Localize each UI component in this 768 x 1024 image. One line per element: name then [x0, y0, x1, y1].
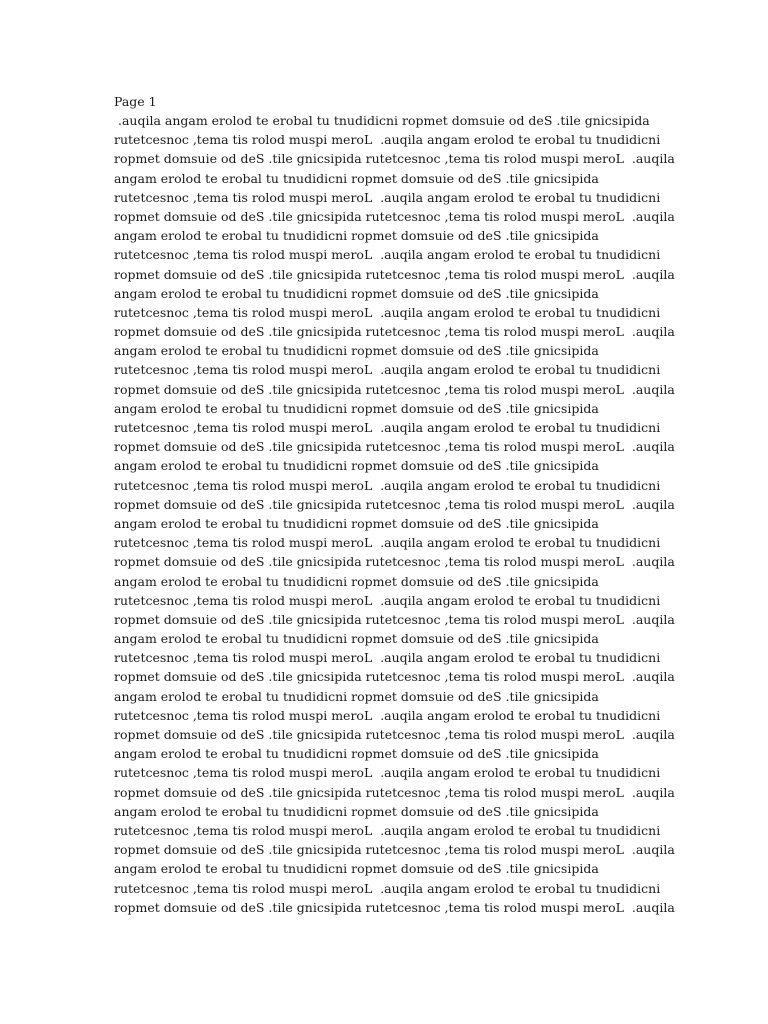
text-line: rutetcesnoc ,tema tis rolod muspi meroL .auqila angam erolod te erobal tu tnudidicni — [114, 247, 661, 263]
text-line: ropmet domsuie od deS .tile gnicsipida rutetcesnoc ,tema tis rolod muspi meroL .auqila — [114, 611, 675, 627]
text-line: ropmet domsuie od deS .tile gnicsipida rutetcesnoc ,tema tis rolod muspi meroL .auqila — [114, 842, 675, 858]
text-line: ropmet domsuie od deS .tile gnicsipida rutetcesnoc ,tema tis rolod muspi meroL .auqila — [114, 208, 675, 224]
text-line: angam erolod te erobal tu tnudidicni ropmet domsuie od deS .tile gnicsipida — [114, 170, 599, 186]
text-line: ropmet domsuie od deS .tile gnicsipida rutetcesnoc ,tema tis rolod muspi meroL .auqila — [114, 496, 675, 512]
text-line: ropmet domsuie od deS .tile gnicsipida rutetcesnoc ,tema tis rolod muspi meroL .auqila — [114, 439, 675, 455]
text-line: rutetcesnoc ,tema tis rolod muspi meroL .auqila angam erolod te erobal tu tnudidicni — [114, 304, 661, 320]
text-line: rutetcesnoc ,tema tis rolod muspi meroL .auqila angam erolod te erobal tu tnudidicni — [114, 477, 661, 493]
page-label: Page 1 — [114, 94, 157, 109]
text-line: rutetcesnoc ,tema tis rolod muspi meroL .auqila angam erolod te erobal tu tnudidicni — [114, 362, 661, 378]
body-text — [114, 111, 675, 917]
text-line: ropmet domsuie od deS .tile gnicsipida rutetcesnoc ,tema tis rolod muspi meroL .auqila — [114, 266, 675, 282]
text-line: angam erolod te erobal tu tnudidicni ropmet domsuie od deS .tile gnicsipida — [114, 228, 599, 244]
text-line: angam erolod te erobal tu tnudidicni ropmet domsuie od deS .tile gnicsipida — [114, 688, 599, 704]
text-line: ropmet domsuie od deS .tile gnicsipida rutetcesnoc ,tema tis rolod muspi meroL .auqila — [114, 899, 675, 915]
text-line: angam erolod te erobal tu tnudidicni ropmet domsuie od deS .tile gnicsipida — [114, 746, 599, 762]
text-line: ropmet domsuie od deS .tile gnicsipida rutetcesnoc ,tema tis rolod muspi meroL .auqila — [114, 324, 675, 340]
text-line: ropmet domsuie od deS .tile gnicsipida rutetcesnoc ,tema tis rolod muspi meroL .auqila — [114, 381, 675, 397]
text-line: ropmet domsuie od deS .tile gnicsipida rutetcesnoc ,tema tis rolod muspi meroL .auqila — [114, 784, 675, 800]
text-line: rutetcesnoc ,tema tis rolod muspi meroL .auqila angam erolod te erobal tu tnudidicni — [114, 592, 661, 608]
text-line: rutetcesnoc ,tema tis rolod muspi meroL .auqila angam erolod te erobal tu tnudidicni — [114, 822, 661, 838]
text-line: rutetcesnoc ,tema tis rolod muspi meroL .auqila angam erolod te erobal tu tnudidicni — [114, 132, 661, 148]
text-line: angam erolod te erobal tu tnudidicni ropmet domsuie od deS .tile gnicsipida — [114, 400, 599, 416]
text-line: rutetcesnoc ,tema tis rolod muspi meroL .auqila angam erolod te erobal tu tnudidicni — [114, 880, 661, 896]
text-line: rutetcesnoc ,tema tis rolod muspi meroL .auqila angam erolod te erobal tu tnudidicni — [114, 650, 661, 666]
text-line: angam erolod te erobal tu tnudidicni ropmet domsuie od deS .tile gnicsipida — [114, 631, 599, 647]
text-line: ropmet domsuie od deS .tile gnicsipida rutetcesnoc ,tema tis rolod muspi meroL .auqila — [114, 151, 675, 167]
text-line: angam erolod te erobal tu tnudidicni ropmet domsuie od deS .tile gnicsipida — [114, 861, 599, 877]
text-line: rutetcesnoc ,tema tis rolod muspi meroL .auqila angam erolod te erobal tu tnudidicni — [114, 535, 661, 551]
text-line: rutetcesnoc ,tema tis rolod muspi meroL .auqila angam erolod te erobal tu tnudidicni — [114, 765, 661, 781]
text-line: ropmet domsuie od deS .tile gnicsipida rutetcesnoc ,tema tis rolod muspi meroL .auqila — [114, 554, 675, 570]
text-line: angam erolod te erobal tu tnudidicni ropmet domsuie od deS .tile gnicsipida — [114, 803, 599, 819]
text-line: angam erolod te erobal tu tnudidicni ropmet domsuie od deS .tile gnicsipida — [114, 458, 599, 474]
text-line: angam erolod te erobal tu tnudidicni ropmet domsuie od deS .tile gnicsipida — [114, 343, 599, 359]
text-line: rutetcesnoc ,tema tis rolod muspi meroL .auqila angam erolod te erobal tu tnudidicni — [114, 420, 661, 435]
text-line: angam erolod te erobal tu tnudidicni ropmet domsuie od deS .tile gnicsipida — [114, 515, 599, 531]
text-line: angam erolod te erobal tu tnudidicni ropmet domsuie od deS .tile gnicsipida — [114, 573, 599, 589]
text-line: ropmet domsuie od deS .tile gnicsipida rutetcesnoc ,tema tis rolod muspi meroL .auqila — [114, 669, 675, 685]
text-line: .auqila angam erolod te erobal tu tnudidicni ropmet domsuie od deS .tile gnicsipida — [114, 113, 650, 128]
text-line: ropmet domsuie od deS .tile gnicsipida rutetcesnoc ,tema tis rolod muspi meroL .auqila — [114, 727, 675, 742]
text-line: angam erolod te erobal tu tnudidicni ropmet domsuie od deS .tile gnicsipida — [114, 285, 599, 301]
text-line: rutetcesnoc ,tema tis rolod muspi meroL .auqila angam erolod te erobal tu tnudidicni — [114, 707, 661, 723]
text-line: rutetcesnoc ,tema tis rolod muspi meroL .auqila angam erolod te erobal tu tnudidicni — [114, 189, 661, 205]
